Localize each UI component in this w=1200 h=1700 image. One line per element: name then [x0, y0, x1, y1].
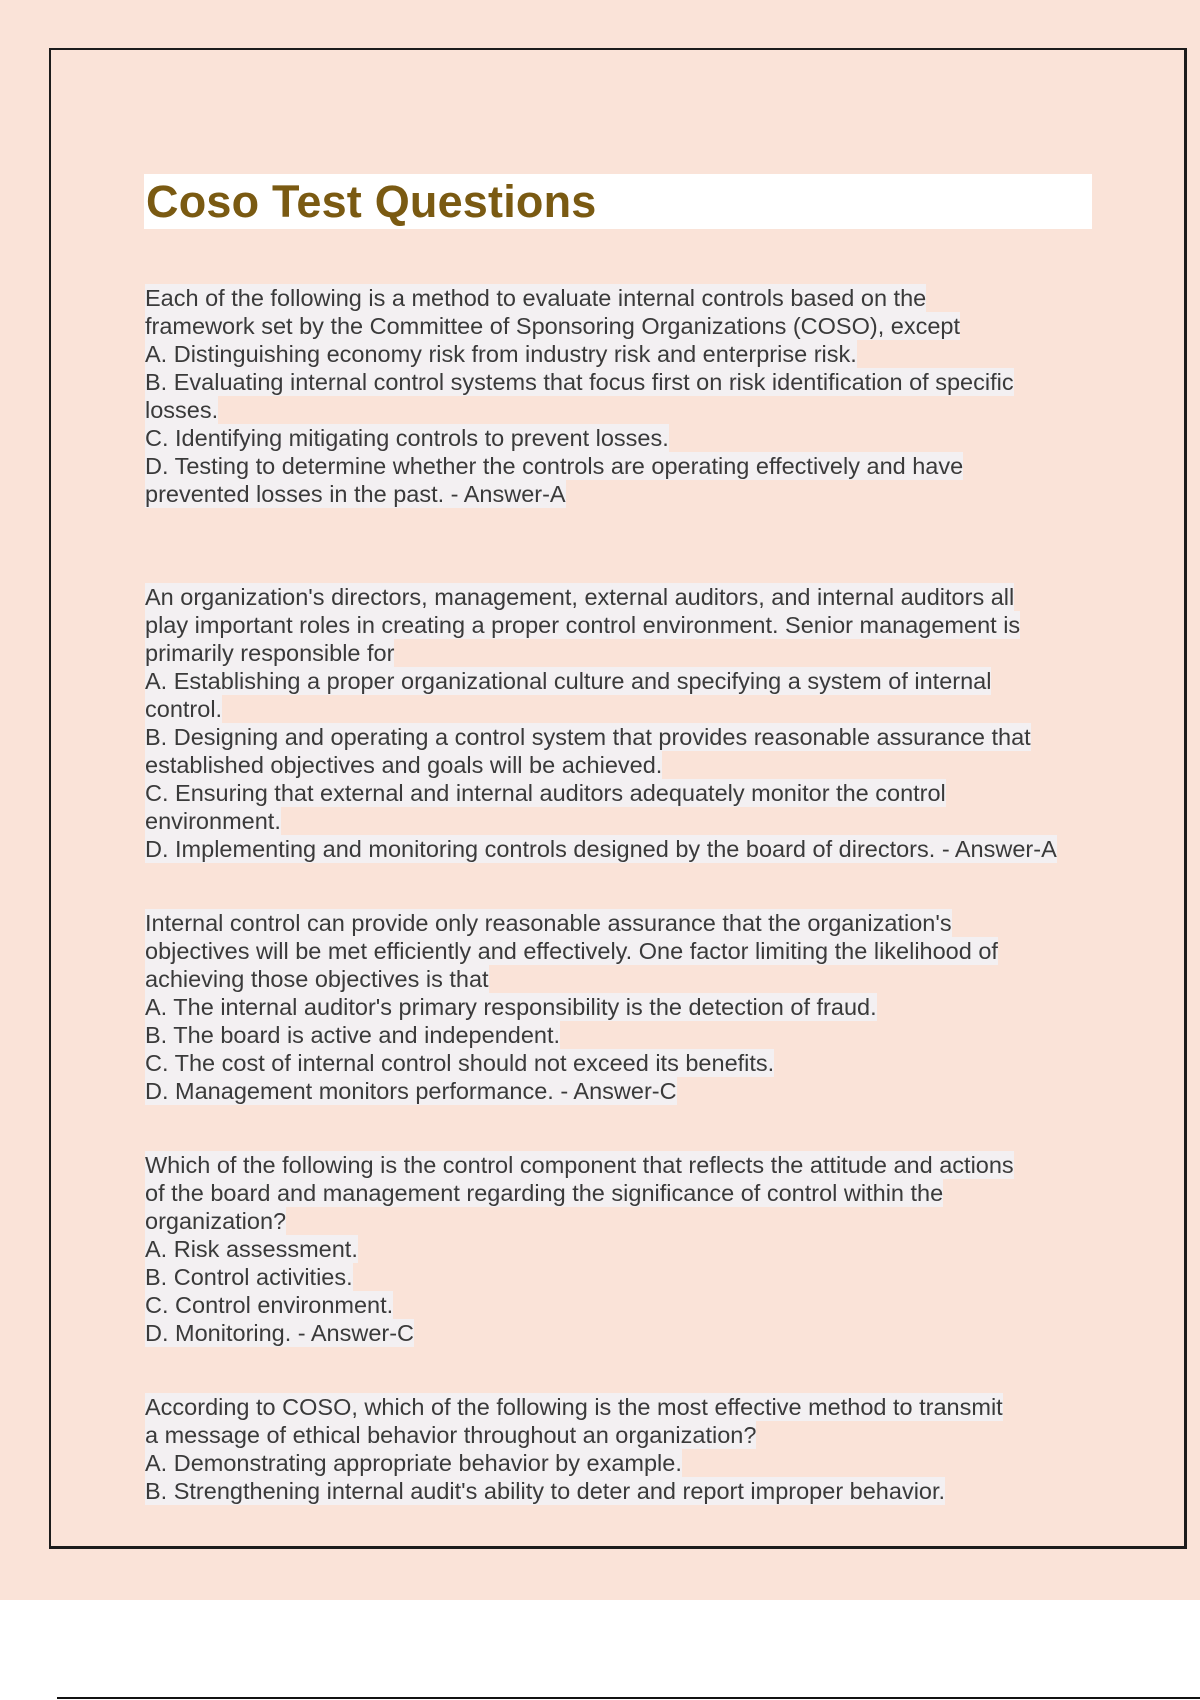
question-line: C. Identifying mitigating controls to prevent losses. — [145, 425, 669, 451]
question-line: B. Designing and operating a control system that provides reasonable assurance that — [145, 724, 1031, 750]
footer-rule — [57, 1697, 1200, 1699]
question-line: play important roles in creating a proper control environment. Senior management is — [145, 612, 1021, 638]
question-line: According to COSO, which of the following is the most effective method to transmit — [145, 1394, 1003, 1420]
question-line: D. Implementing and monitoring controls designed by the board of directors. - Answer-A — [145, 836, 1057, 862]
question-line: losses. — [145, 397, 219, 423]
question-line: achieving those objectives is that — [145, 966, 489, 992]
question-line: A. The internal auditor's primary responsibility is the detection of fraud. — [145, 994, 877, 1020]
question-line: framework set by the Committee of Sponsoring Organizations (COSO), except — [145, 313, 960, 339]
question-line: objectives will be met efficiently and effectively. One factor limiting the likelihood of — [145, 938, 998, 964]
question-line: C. Ensuring that external and internal auditors adequately monitor the control — [145, 780, 946, 806]
question-line: organization? — [145, 1208, 287, 1234]
question-block — [145, 1151, 1105, 1347]
question-line: a message of ethical behavior throughout an organization? — [145, 1422, 757, 1448]
question-line: A. Establishing a proper organizational culture and specifying a system of internal — [145, 668, 992, 694]
question-line: Each of the following is a method to evaluate internal controls based on the — [145, 285, 927, 311]
question-line: C. The cost of internal control should not exceed its benefits. — [145, 1050, 775, 1076]
question-line: primarily responsible for — [145, 640, 395, 666]
question-line: prevented losses in the past. - Answer-A — [145, 481, 566, 507]
question-line: A. Distinguishing economy risk from industry risk and enterprise risk. — [145, 341, 857, 367]
question-line: B. The board is active and independent. — [145, 1022, 561, 1048]
question-line: of the board and management regarding the significance of control within the — [145, 1180, 944, 1206]
question-line: Which of the following is the control component that reflects the attitude and actions — [145, 1152, 1014, 1178]
question-line: established objectives and goals will be achieved. — [145, 752, 663, 778]
question-line: B. Strengthening internal audit's ability to deter and report improper behavior. — [145, 1478, 946, 1504]
question-list — [145, 284, 1105, 1551]
question-line: B. Control activities. — [145, 1264, 353, 1290]
question-block — [145, 583, 1105, 863]
question-line: D. Management monitors performance. - Answer-C — [145, 1078, 677, 1104]
question-line: control. — [145, 696, 223, 722]
page-title: Coso Test Questions — [146, 176, 597, 227]
question-line: A. Risk assessment. — [145, 1236, 358, 1262]
question-line: C. Control environment. — [145, 1292, 394, 1318]
question-line: D. Monitoring. - Answer-C — [145, 1320, 415, 1346]
question-block — [145, 909, 1105, 1105]
question-line: environment. — [145, 808, 281, 834]
question-block — [145, 284, 1105, 508]
question-line: Internal control can provide only reasonable assurance that the organization's — [145, 910, 952, 936]
question-line: B. Evaluating internal control systems that focus first on risk identification of specific — [145, 369, 1014, 395]
question-block — [145, 1393, 1105, 1505]
question-line: A. Demonstrating appropriate behavior by example. — [145, 1450, 682, 1476]
question-line: An organization's directors, management, external auditors, and internal auditors all — [145, 584, 1015, 610]
question-line: D. Testing to determine whether the controls are operating effectively and have — [145, 453, 964, 479]
